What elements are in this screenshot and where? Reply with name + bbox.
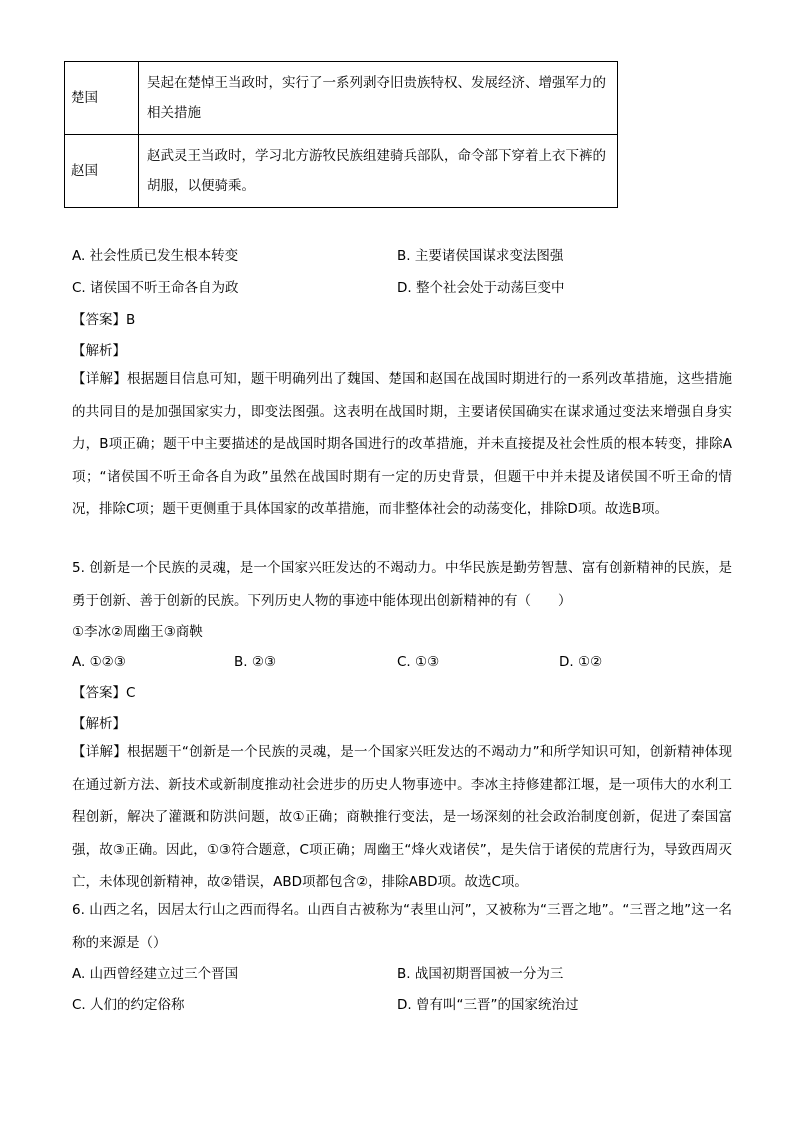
table-row: [65, 135, 618, 208]
description-cell: 赵武灵王当政时，学习北方游牧民族组建骑兵部队，命令部下穿着上衣下裤的胡服，以便骑乘。: [139, 135, 618, 208]
q5-option-c: C. ①③: [397, 654, 440, 670]
q4-answer: 【答案】B: [72, 312, 136, 328]
q5-analysis-label: 【解析】: [72, 716, 126, 732]
description-cell: 吴起在楚悼王当政时，实行了一系列剥夺旧贵族特权、发展经济、增强军力的相关措施: [139, 62, 618, 135]
q5-items: ①李冰②周幽王③商鞅: [72, 624, 203, 640]
state-cell: 赵国: [65, 135, 139, 208]
q6-option-d: D. 曾有叫“三晋”的国家统治过: [397, 997, 579, 1013]
q4-option-b: B. 主要诸侯国谋求变法图强: [397, 248, 564, 264]
table-row: [65, 62, 618, 135]
q4-detail: 【详解】根据题目信息可知，题干明确列出了魏国、楚国和赵国在战国时期进行的一系列改革措施，这些措施的共同目的是加强国家实力，即变法图强。这表明在战国时期，主要诸侯国确实在谋求通过变法来增强自身实力，B项正确；题干中主要描述的是战国时期各国进行的改革措施，并未直接提及社会性质的根本转变，排除A项；“诸侯国不听王命各自为政”虽然在战国时期有一定的历史背景，但题干中并未提及诸侯国不听王命的情况，排除C项；题干更侧重于具体国家的改革措施，而非整体社会的动荡变化，排除D项。故选B项。: [72, 371, 732, 517]
q4-option-d: D. 整个社会处于动荡巨变中: [397, 280, 565, 296]
q5-option-b: B. ②③: [234, 654, 277, 670]
q6-option-c: C. 人们的约定俗称: [72, 997, 185, 1013]
q4-analysis-label: 【解析】: [72, 343, 126, 359]
q4-option-a: A. 社会性质已发生根本转变: [72, 248, 239, 264]
q5-detail: 【详解】根据题干“创新是一个民族的灵魂，是一个国家兴旺发达的不竭动力”和所学知识可知，创新精神体现在通过新方法、新技术或新制度推动社会进步的历史人物事迹中。李冰主持修建都江堰，是一项伟大的水利工程创新，解决了灌溉和防洪问题，故①正确；商鞅推行变法，是一场深刻的社会政治制度创新，促进了秦国富强，故③正确。因此，①③符合题意，C项正确；周幽王“烽火戏诸侯”，是失信于诸侯的荒唐行为，导致西周灭亡，未体现创新精神，故②错误，ABD项都包含②，排除ABD项。故选C项。: [72, 744, 732, 890]
state-cell: 楚国: [65, 62, 139, 135]
q5-option-d: D. ①②: [559, 654, 603, 670]
q6-stem: 6. 山西之名，因居太行山之西而得名。山西自古被称为“表里山河”，又被称为“三晋之地”。“三晋之地”这一名称的来源是（）: [72, 902, 732, 951]
q5-answer: 【答案】C: [72, 685, 136, 701]
q5-option-a: A. ①②③: [72, 654, 126, 670]
q4-option-c: C. 诸侯国不听王命各自为政: [72, 280, 239, 296]
reform-table: [64, 61, 618, 208]
q6-option-a: A. 山西曾经建立过三个晋国: [72, 966, 239, 982]
q6-option-b: B. 战国初期晋国被一分为三: [397, 966, 564, 982]
q5-stem: 5. 创新是一个民族的灵魂，是一个国家兴旺发达的不竭动力。中华民族是勤劳智慧、富有创新精神的民族，是勇于创新、善于创新的民族。下列历史人物的事迹中能体现出创新精神的有（ ）: [72, 560, 732, 609]
